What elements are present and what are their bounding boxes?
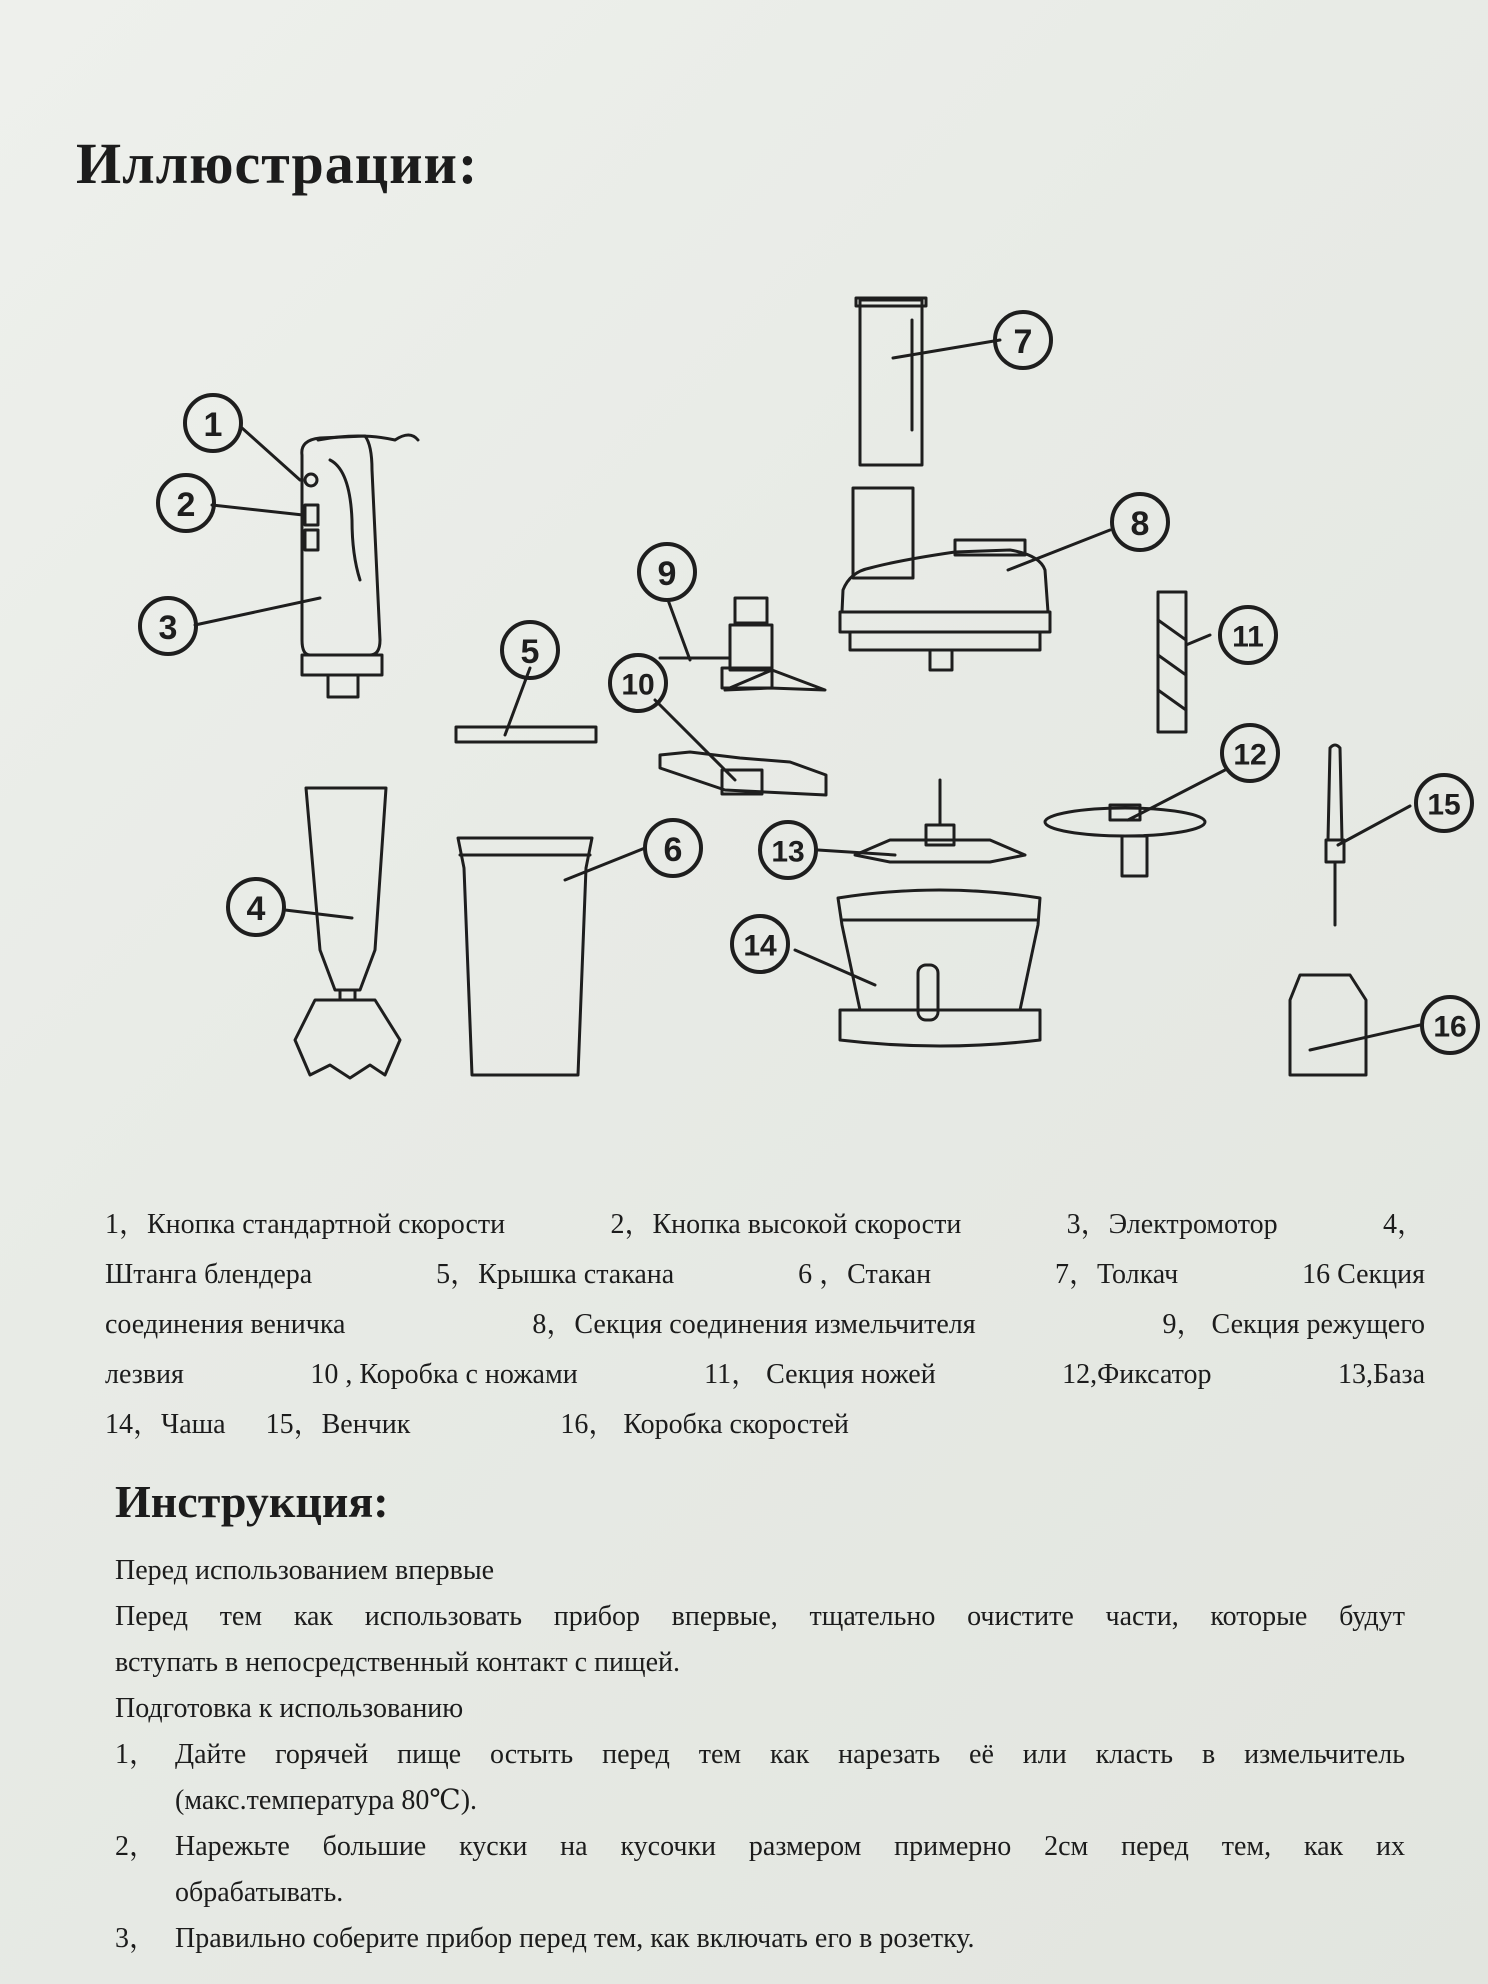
- legend-item: 7，Толкач: [1054, 1259, 1179, 1290]
- before-first-use-text-end: вступать в непосредственный контакт с пищей.: [115, 1647, 681, 1678]
- svg-text:16: 16: [1433, 1010, 1467, 1044]
- svg-text:2: 2: [176, 486, 196, 524]
- callout-6: [645, 820, 701, 876]
- svg-text:1: 1: [203, 406, 223, 444]
- step-number: 1，: [115, 1739, 158, 1770]
- svg-text:4: 4: [246, 890, 266, 928]
- step-item: [115, 1824, 1405, 1916]
- blender-shaft-drawing: [295, 788, 400, 1078]
- legend-item: 16 Секция: [1302, 1259, 1425, 1290]
- illustrations-title: Иллюстрации:: [76, 131, 479, 196]
- motor-unit-drawing: [302, 435, 418, 697]
- callout-1: [185, 395, 241, 451]
- svg-text:5: 5: [520, 633, 540, 671]
- step-text: Дайте горячей пище остыть перед тем как нарезать её или класть в измельчитель: [175, 1739, 1405, 1770]
- step-text-cont: (макс.температура 80℃).: [175, 1785, 478, 1816]
- preparation-steps: [115, 1732, 1405, 1962]
- cup-lid-drawing: [456, 727, 596, 742]
- callout-7: [995, 312, 1051, 368]
- legend-line-5: [105, 1400, 1425, 1450]
- legend-item: 1，Кнопка стандартной скорости: [105, 1209, 506, 1240]
- preparation-heading: Подготовка к использованию: [115, 1693, 464, 1724]
- legend-item: 15，Венчик: [265, 1409, 411, 1440]
- legend-item: 2，Кнопка высокой скорости: [610, 1209, 962, 1240]
- fixator-drawing: [1045, 805, 1205, 876]
- before-first-use-heading: Перед использованием впервые: [115, 1555, 495, 1586]
- legend-item: 4，: [1382, 1209, 1425, 1240]
- svg-text:14: 14: [743, 929, 777, 963]
- legend-line-1: [105, 1200, 1425, 1250]
- legend-item: 9， Секция режущего: [1162, 1309, 1425, 1340]
- legend-item: 11， Секция ножей: [704, 1359, 936, 1390]
- legend-item: 6 ，Стакан: [798, 1259, 932, 1290]
- legend-line-3: [105, 1300, 1425, 1350]
- legend-item: 5，Крышка стакана: [436, 1259, 675, 1290]
- legend-item: лезвия: [105, 1359, 184, 1390]
- callout-12: [1222, 725, 1278, 781]
- cup-drawing: [458, 838, 592, 1075]
- legend-item: соединения веничка: [105, 1309, 346, 1340]
- callout-9: [639, 544, 695, 600]
- knife-box-drawing: [660, 752, 826, 795]
- svg-text:15: 15: [1427, 788, 1461, 822]
- legend-item: 14，Чаша: [105, 1409, 226, 1440]
- svg-text:10: 10: [621, 668, 655, 702]
- instructions-title: Инструкция:: [115, 1476, 389, 1527]
- legend-item: Штанга блендера: [105, 1259, 313, 1290]
- gearbox-drawing: [1290, 975, 1366, 1075]
- parts-legend: [105, 1200, 1425, 1450]
- legend-item: 8，Секция соединения измельчителя: [532, 1309, 976, 1340]
- pusher-drawing: [856, 298, 926, 465]
- legend-item: 16， Коробка скоростей: [560, 1409, 849, 1440]
- svg-text:8: 8: [1130, 505, 1150, 543]
- callout-15: [1416, 775, 1472, 831]
- step-item: [115, 1916, 1405, 1962]
- legend-item: 3，Электромотор: [1066, 1209, 1278, 1240]
- callout-3: [140, 598, 196, 654]
- legend-line-4: [105, 1350, 1425, 1400]
- step-number: 2，: [115, 1831, 158, 1862]
- step-text: Нарежьте большие куски на кусочки размером примерно 2см перед тем, как их: [175, 1831, 1405, 1862]
- before-first-use-text: Перед тем как использовать прибор впервые, тщательно очистите части, которые будут: [115, 1601, 1405, 1632]
- callout-5: [502, 622, 558, 678]
- chopper-connector-drawing: [840, 488, 1050, 670]
- legend-item: 12,Фиксатор: [1062, 1359, 1212, 1390]
- svg-text:3: 3: [158, 609, 178, 647]
- callout-10: [610, 655, 666, 711]
- step-text: Правильно соберите прибор перед тем, как включать его в розетку.: [175, 1923, 975, 1954]
- instructions-body: [115, 1548, 1405, 1962]
- base-drawing: [855, 780, 1025, 862]
- svg-text:13: 13: [771, 835, 805, 869]
- callout-16: [1422, 997, 1478, 1053]
- callout-14: [732, 916, 788, 972]
- knives-section-drawing: [1158, 592, 1186, 732]
- legend-line-2: [105, 1250, 1425, 1300]
- callout-2: [158, 475, 214, 531]
- callout-4: [228, 879, 284, 935]
- svg-text:12: 12: [1233, 738, 1267, 772]
- svg-text:9: 9: [657, 555, 677, 593]
- step-text-cont: обрабатывать.: [175, 1877, 344, 1908]
- legend-item: 13,База: [1338, 1359, 1425, 1390]
- svg-text:7: 7: [1013, 323, 1033, 361]
- legend-item: 10 , Коробка с ножами: [310, 1359, 578, 1390]
- bowl-drawing: [838, 890, 1040, 1046]
- whisk-drawing: [1326, 745, 1344, 925]
- step-number: 3，: [115, 1923, 158, 1954]
- callout-8: [1112, 494, 1168, 550]
- step-item: [115, 1732, 1405, 1824]
- callout-11: [1220, 607, 1276, 663]
- svg-text:6: 6: [663, 831, 683, 869]
- callout-13: [760, 822, 816, 878]
- svg-text:11: 11: [1232, 620, 1264, 654]
